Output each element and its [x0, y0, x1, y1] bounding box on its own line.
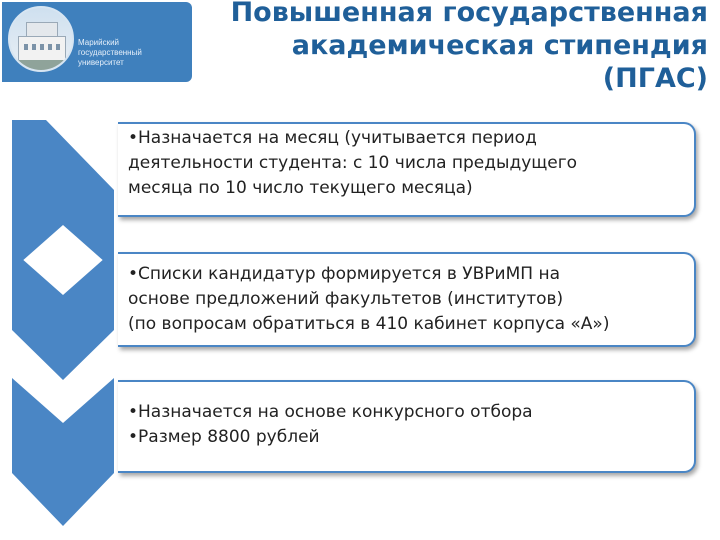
info-line: основе предложений факультетов (институтов): [128, 289, 564, 309]
university-building-logo: [8, 6, 74, 72]
info-box-1: [118, 122, 696, 217]
university-logo-badge: [2, 2, 192, 82]
info-line: деятельности студента: с 10 числа предыдущего: [128, 153, 578, 173]
info-line: (по вопросам обратиться в 410 кабинет корпуса «А»): [128, 314, 610, 334]
step-1-chevron-icon: [12, 120, 114, 270]
info-line: •Назначается на основе конкурсного отбора: [128, 402, 533, 422]
title-line-1: Повышенная государственная: [230, 0, 708, 28]
slide-title: [208, 0, 708, 95]
title-line-2: академическая стипендия: [291, 30, 708, 61]
info-box-3: [118, 380, 696, 473]
info-line: •Назначается на месяц (учитывается период: [128, 128, 537, 148]
info-box-2: [118, 252, 696, 347]
title-line-3: (ПГАС): [602, 63, 708, 94]
info-line: •Размер 8800 рублей: [128, 427, 320, 447]
step-3-chevron-icon: [12, 378, 114, 528]
university-name: Марийский государственный университет: [78, 38, 142, 67]
info-line: месяца по 10 число текущего месяца): [128, 178, 473, 198]
info-line: •Списки кандидатур формируется в УВРиМП на: [128, 264, 560, 284]
